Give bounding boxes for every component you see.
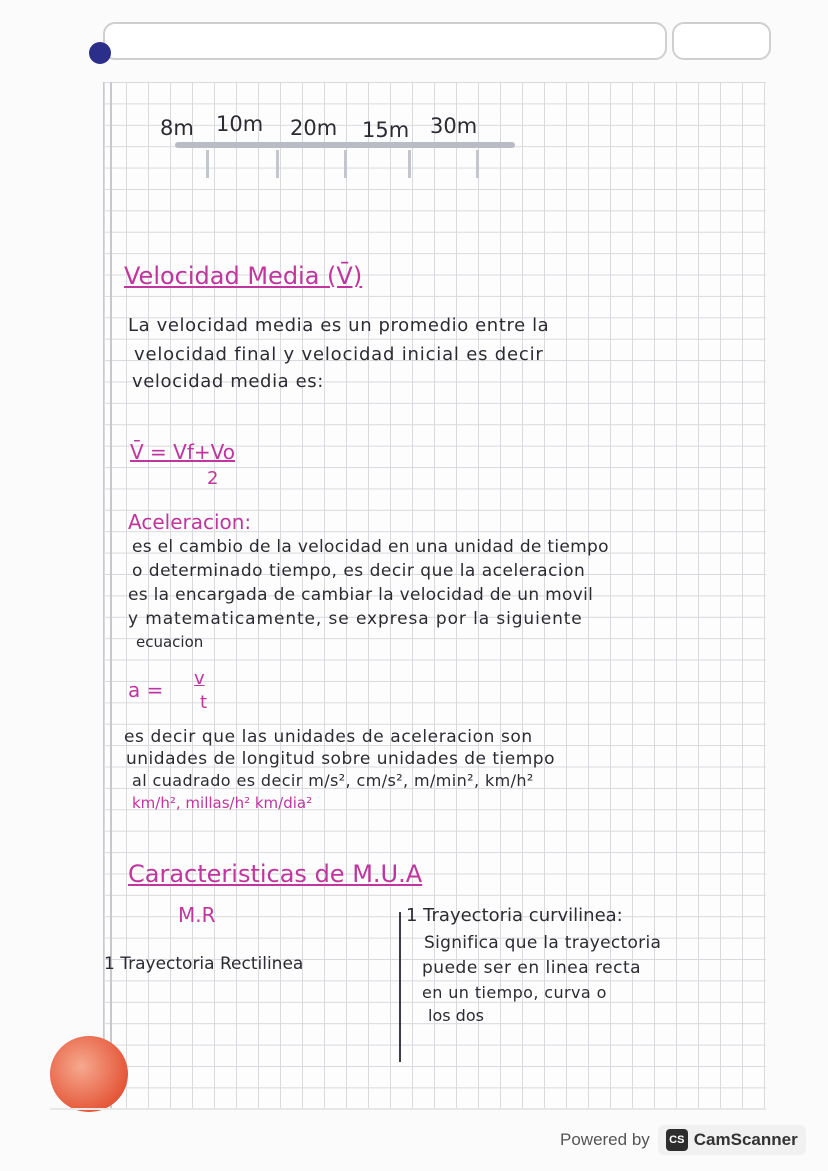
- aceleracion-line-4: y matematicamente, se expresa por la siguiente: [128, 609, 583, 629]
- mr-item: 1 Trayectoria Rectilinea: [104, 954, 304, 974]
- formula-aceleracion-numerator: v: [194, 668, 205, 689]
- formula-aceleracion-lhs: a =: [128, 678, 164, 702]
- thumb-finger-image: [50, 1036, 128, 1112]
- camscanner-badge: [658, 1125, 806, 1155]
- aceleracion-line-5: ecuacion: [136, 633, 204, 651]
- timeline-label-4: 15m: [362, 118, 410, 142]
- mua-item-line-1: Significa que la trayectoria: [424, 933, 662, 953]
- section-title-velocidad: Velocidad Media (V̄): [124, 262, 363, 290]
- timeline-label-1: 8m: [160, 116, 194, 140]
- aceleracion-line-2: o determinado tiempo, es decir que la aceleracion: [132, 561, 586, 581]
- powered-by-text: Powered by: [560, 1130, 650, 1149]
- timeline-label-2: 10m: [216, 112, 264, 136]
- unidades-line-3: al cuadrado es decir m/s², cm/s², m/min², km/h²: [132, 771, 534, 790]
- formula-aceleracion-denominator: t: [200, 692, 208, 713]
- formula-velocidad-numerator: V̄ = Vf+Vo: [130, 440, 235, 464]
- section-title-aceleracion: Aceleracion:: [128, 510, 252, 534]
- timeline-bar: [175, 142, 515, 148]
- formula-velocidad-denominator: 2: [207, 468, 219, 489]
- header-field-left: [103, 22, 667, 60]
- mua-item-line-2: puede ser en linea recta: [422, 958, 642, 978]
- timeline-tick: [206, 150, 209, 178]
- unidades-line-2: unidades de longitud sobre unidades de tiempo: [126, 749, 555, 769]
- section-title-caracteristicas: Caracteristicas de M.U.A: [128, 860, 423, 888]
- camscanner-logo-icon: CS: [666, 1129, 688, 1151]
- timeline-tick: [344, 150, 347, 178]
- camscanner-brand: CamScanner: [693, 1130, 798, 1149]
- aceleracion-line-1: es el cambio de la velocidad en una unidad de tiempo: [132, 537, 609, 557]
- column-heading-mr: M.R: [178, 903, 216, 927]
- mua-item-line-4: los dos: [428, 1006, 484, 1025]
- mua-item-title: 1 Trayectoria curvilinea:: [406, 905, 623, 926]
- velocidad-line-3: velocidad media es:: [132, 371, 324, 392]
- timeline-tick: [276, 150, 279, 178]
- camscanner-watermark: [560, 1124, 806, 1156]
- timeline-tick: [476, 150, 479, 178]
- velocidad-line-1: La velocidad media es un promedio entre la: [128, 315, 550, 336]
- page-bottom-edge: [50, 1108, 766, 1110]
- column-divider: [399, 912, 401, 1062]
- timeline-tick: [408, 150, 411, 178]
- timeline-label-5: 30m: [430, 114, 478, 138]
- binder-hole-icon: [89, 42, 111, 64]
- aceleracion-line-3: es la encargada de cambiar la velocidad de un movil: [128, 585, 594, 605]
- timeline-label-3: 20m: [290, 116, 338, 140]
- unidades-line-4: km/h², millas/h² km/dia²: [132, 794, 313, 812]
- header-field-right: [672, 22, 771, 60]
- unidades-line-1: es decir que las unidades de aceleracion son: [124, 727, 533, 747]
- mua-item-line-3: en un tiempo, curva o: [422, 983, 607, 1002]
- velocidad-line-2: velocidad final y velocidad inicial es decir: [134, 344, 544, 365]
